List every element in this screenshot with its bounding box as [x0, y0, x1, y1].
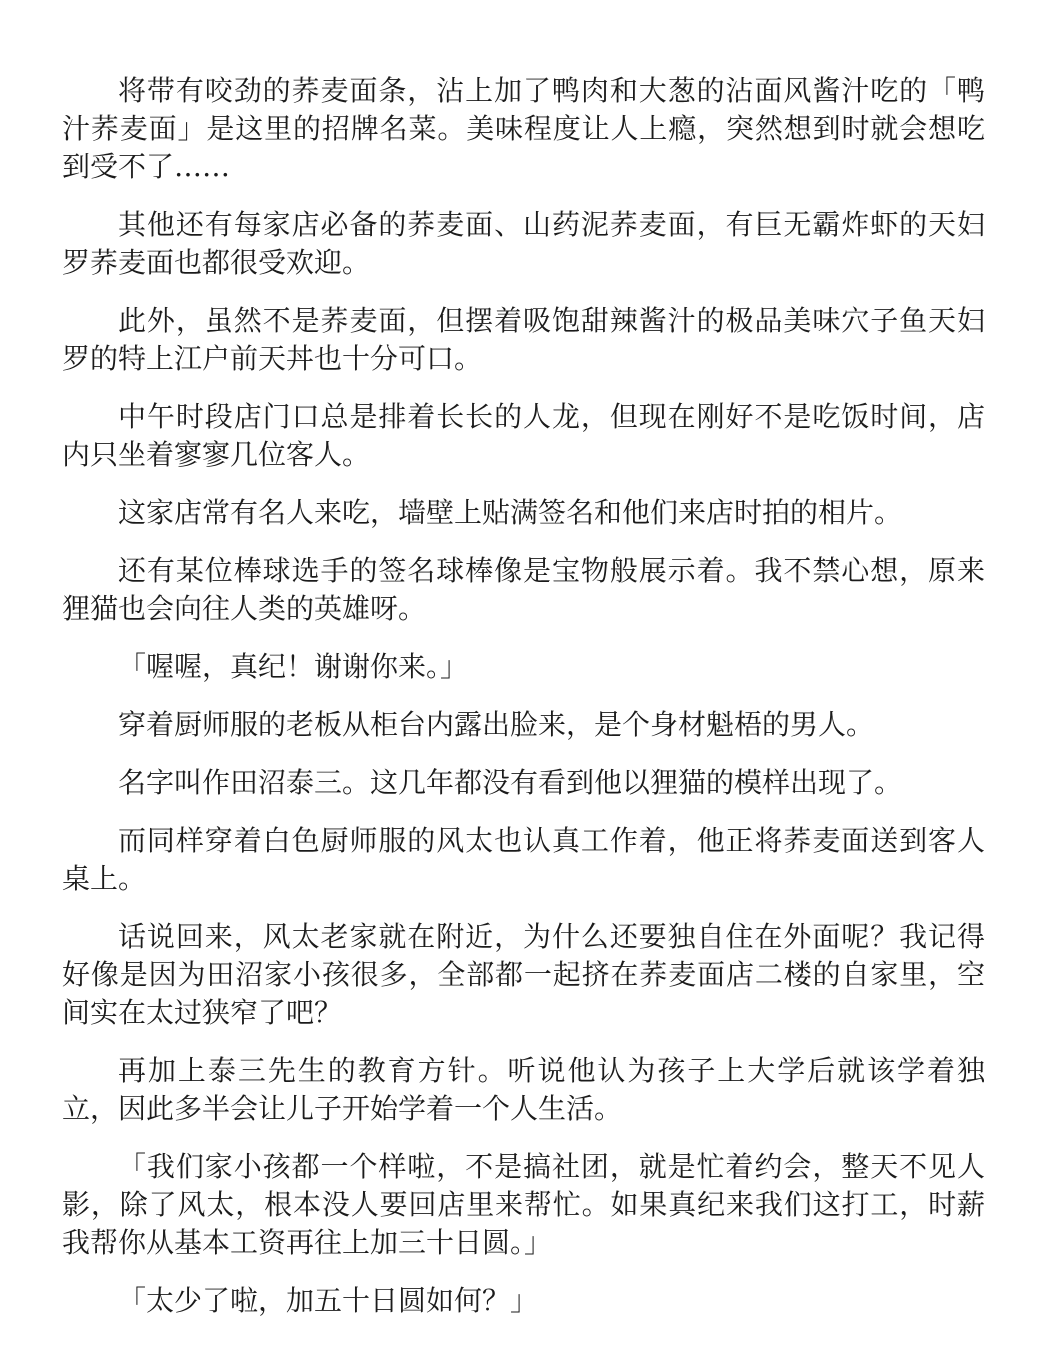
paragraph-1: 将带有咬劲的荞麦面条，沾上加了鸭肉和大葱的沾面风酱汁吃的「鸭汁荞麦面」是这里的招牌名菜。美味程度让人上瘾，突然想到时就会想吃到受不了…… — [62, 74, 985, 183]
paragraph-10: 而同样穿着白色厨师服的风太也认真工作着，他正将荞麦面送到客人桌上。 — [62, 824, 985, 895]
paragraph-13-dialogue: 「我们家小孩都一个样啦，不是搞社团，就是忙着约会，整天不见人影，除了风太，根本没人要回店里来帮忙。如果真纪来我们这打工，时薪我帮你从基本工资再往上加三十日圆。」 — [62, 1150, 985, 1259]
paragraph-6: 还有某位棒球选手的签名球棒像是宝物般展示着。我不禁心想，原来狸猫也会向往人类的英雄呀。 — [62, 554, 985, 625]
paragraph-3: 此外，虽然不是荞麦面，但摆着吸饱甜辣酱汁的极品美味穴子鱼天妇罗的特上江户前天丼也十分可口。 — [62, 304, 985, 375]
paragraph-12: 再加上泰三先生的教育方针。听说他认为孩子上大学后就该学着独立，因此多半会让儿子开始学着一个人生活。 — [62, 1054, 985, 1125]
paragraph-14-dialogue: 「太少了啦，加五十日圆如何？」 — [118, 1284, 539, 1317]
paragraph-9: 名字叫作田沼泰三。这几年都没有看到他以狸猫的模样出现了。 — [118, 766, 903, 799]
paragraph-5: 这家店常有名人来吃，墙壁上贴满签名和他们来店时拍的相片。 — [118, 496, 903, 529]
paragraph-8: 穿着厨师服的老板从柜台内露出脸来，是个身材魁梧的男人。 — [118, 708, 875, 741]
paragraph-2: 其他还有每家店必备的荞麦面、山药泥荞麦面，有巨无霸炸虾的天妇罗荞麦面也都很受欢迎。 — [62, 208, 985, 279]
paragraph-11: 话说回来，风太老家就在附近，为什么还要独自住在外面呢？我记得好像是因为田沼家小孩很多，全部都一起挤在荞麦面店二楼的自家里，空间实在太过狭窄了吧？ — [62, 920, 985, 1029]
paragraph-4: 中午时段店门口总是排着长长的人龙，但现在刚好不是吃饭时间，店内只坐着寥寥几位客人。 — [62, 400, 985, 471]
paragraph-7-dialogue: 「喔喔，真纪！谢谢你来。」 — [118, 650, 469, 683]
